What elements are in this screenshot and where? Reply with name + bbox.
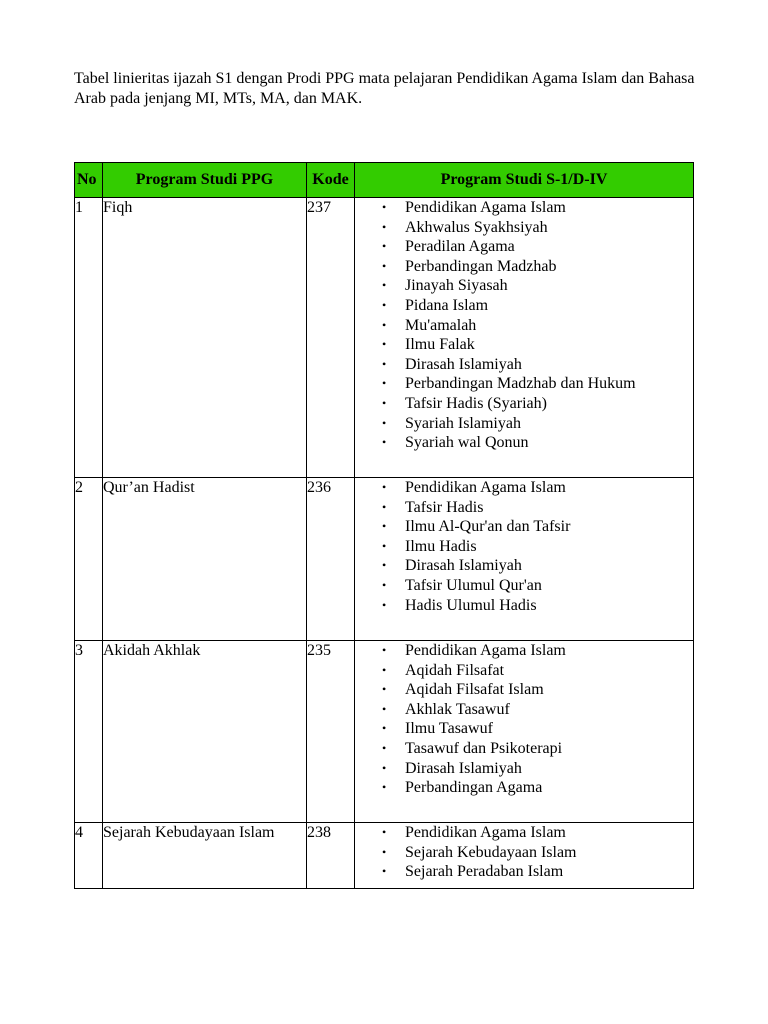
prodi-s1-item: • Aqidah Filsafat [405,661,693,681]
row-kode: 236 [307,478,355,641]
prodi-s1-item: • Pendidikan Agama Islam [405,641,693,661]
prodi-s1-list [355,823,693,882]
row-prodi-ppg: Fiqh [103,198,307,478]
prodi-s1-item: • Akhlak Tasawuf [405,700,693,720]
prodi-s1-item: • Pidana Islam [405,296,693,316]
prodi-s1-item: • Syariah Islamiyah [405,414,693,434]
row-prodi-s1 [355,823,694,889]
prodi-s1-item: • Sejarah Peradaban Islam [405,862,693,882]
prodi-s1-item: • Aqidah Filsafat Islam [405,680,693,700]
table-row [75,641,694,823]
prodi-s1-item: • Tafsir Ulumul Qur'an [405,576,693,596]
prodi-s1-item: • Pendidikan Agama Islam [405,823,693,843]
prodi-s1-item: • Sejarah Kebudayaan Islam [405,843,693,863]
row-prodi-ppg: Sejarah Kebudayaan Islam [103,823,307,889]
prodi-s1-item: • Peradilan Agama [405,237,693,257]
linearity-table [74,162,694,889]
prodi-s1-item: • Perbandingan Madzhab [405,257,693,277]
row-no: 4 [75,823,103,889]
prodi-s1-list [355,641,693,798]
prodi-s1-item: • Dirasah Islamiyah [405,759,693,779]
table-row [75,198,694,478]
row-prodi-s1 [355,641,694,823]
prodi-s1-item: • Tafsir Hadis [405,498,693,518]
prodi-s1-list [355,478,693,615]
row-kode: 238 [307,823,355,889]
prodi-s1-item: • Syariah wal Qonun [405,433,693,453]
prodi-s1-item: • Mu'amalah [405,316,693,336]
prodi-s1-item: • Jinayah Siyasah [405,276,693,296]
row-prodi-ppg: Akidah Akhlak [103,641,307,823]
prodi-s1-item: • Perbandingan Madzhab dan Hukum [405,374,693,394]
prodi-s1-item: • Akhwalus Syakhsiyah [405,218,693,238]
prodi-s1-item: • Ilmu Tasawuf [405,719,693,739]
header-kode: Kode [307,163,355,198]
row-prodi-s1 [355,478,694,641]
header-prodi-ppg: Program Studi PPG [103,163,307,198]
row-kode: 237 [307,198,355,478]
table-body [75,198,694,889]
prodi-s1-item: • Ilmu Al-Qur'an dan Tafsir [405,517,693,537]
intro-paragraph: Tabel linieritas ijazah S1 dengan Prodi PPG mata pelajaran Pendidikan Agama Islam dan Bahasa Arab pada jenjang MI, MTs, MA, dan MAK. [74,70,695,107]
table-row [75,823,694,889]
prodi-s1-item: • Tasawuf dan Psikoterapi [405,739,693,759]
prodi-s1-item: • Dirasah Islamiyah [405,355,693,375]
row-prodi-ppg: Qur’an Hadist [103,478,307,641]
prodi-s1-item: • Dirasah Islamiyah [405,556,693,576]
table-header [75,163,694,198]
prodi-s1-item: • Pendidikan Agama Islam [405,198,693,218]
header-no: No [75,163,103,198]
row-no: 1 [75,198,103,478]
prodi-s1-item: • Tafsir Hadis (Syariah) [405,394,693,414]
row-kode: 235 [307,641,355,823]
prodi-s1-list [355,198,693,453]
row-no: 3 [75,641,103,823]
row-no: 2 [75,478,103,641]
prodi-s1-item: • Ilmu Hadis [405,537,693,557]
prodi-s1-item: • Pendidikan Agama Islam [405,478,693,498]
table-header-row [75,163,694,198]
prodi-s1-item: • Perbandingan Agama [405,778,693,798]
table-row [75,478,694,641]
header-prodi-s1: Program Studi S-1/D-IV [355,163,694,198]
prodi-s1-item: • Ilmu Falak [405,335,693,355]
row-prodi-s1 [355,198,694,478]
prodi-s1-item: • Hadis Ulumul Hadis [405,596,693,616]
